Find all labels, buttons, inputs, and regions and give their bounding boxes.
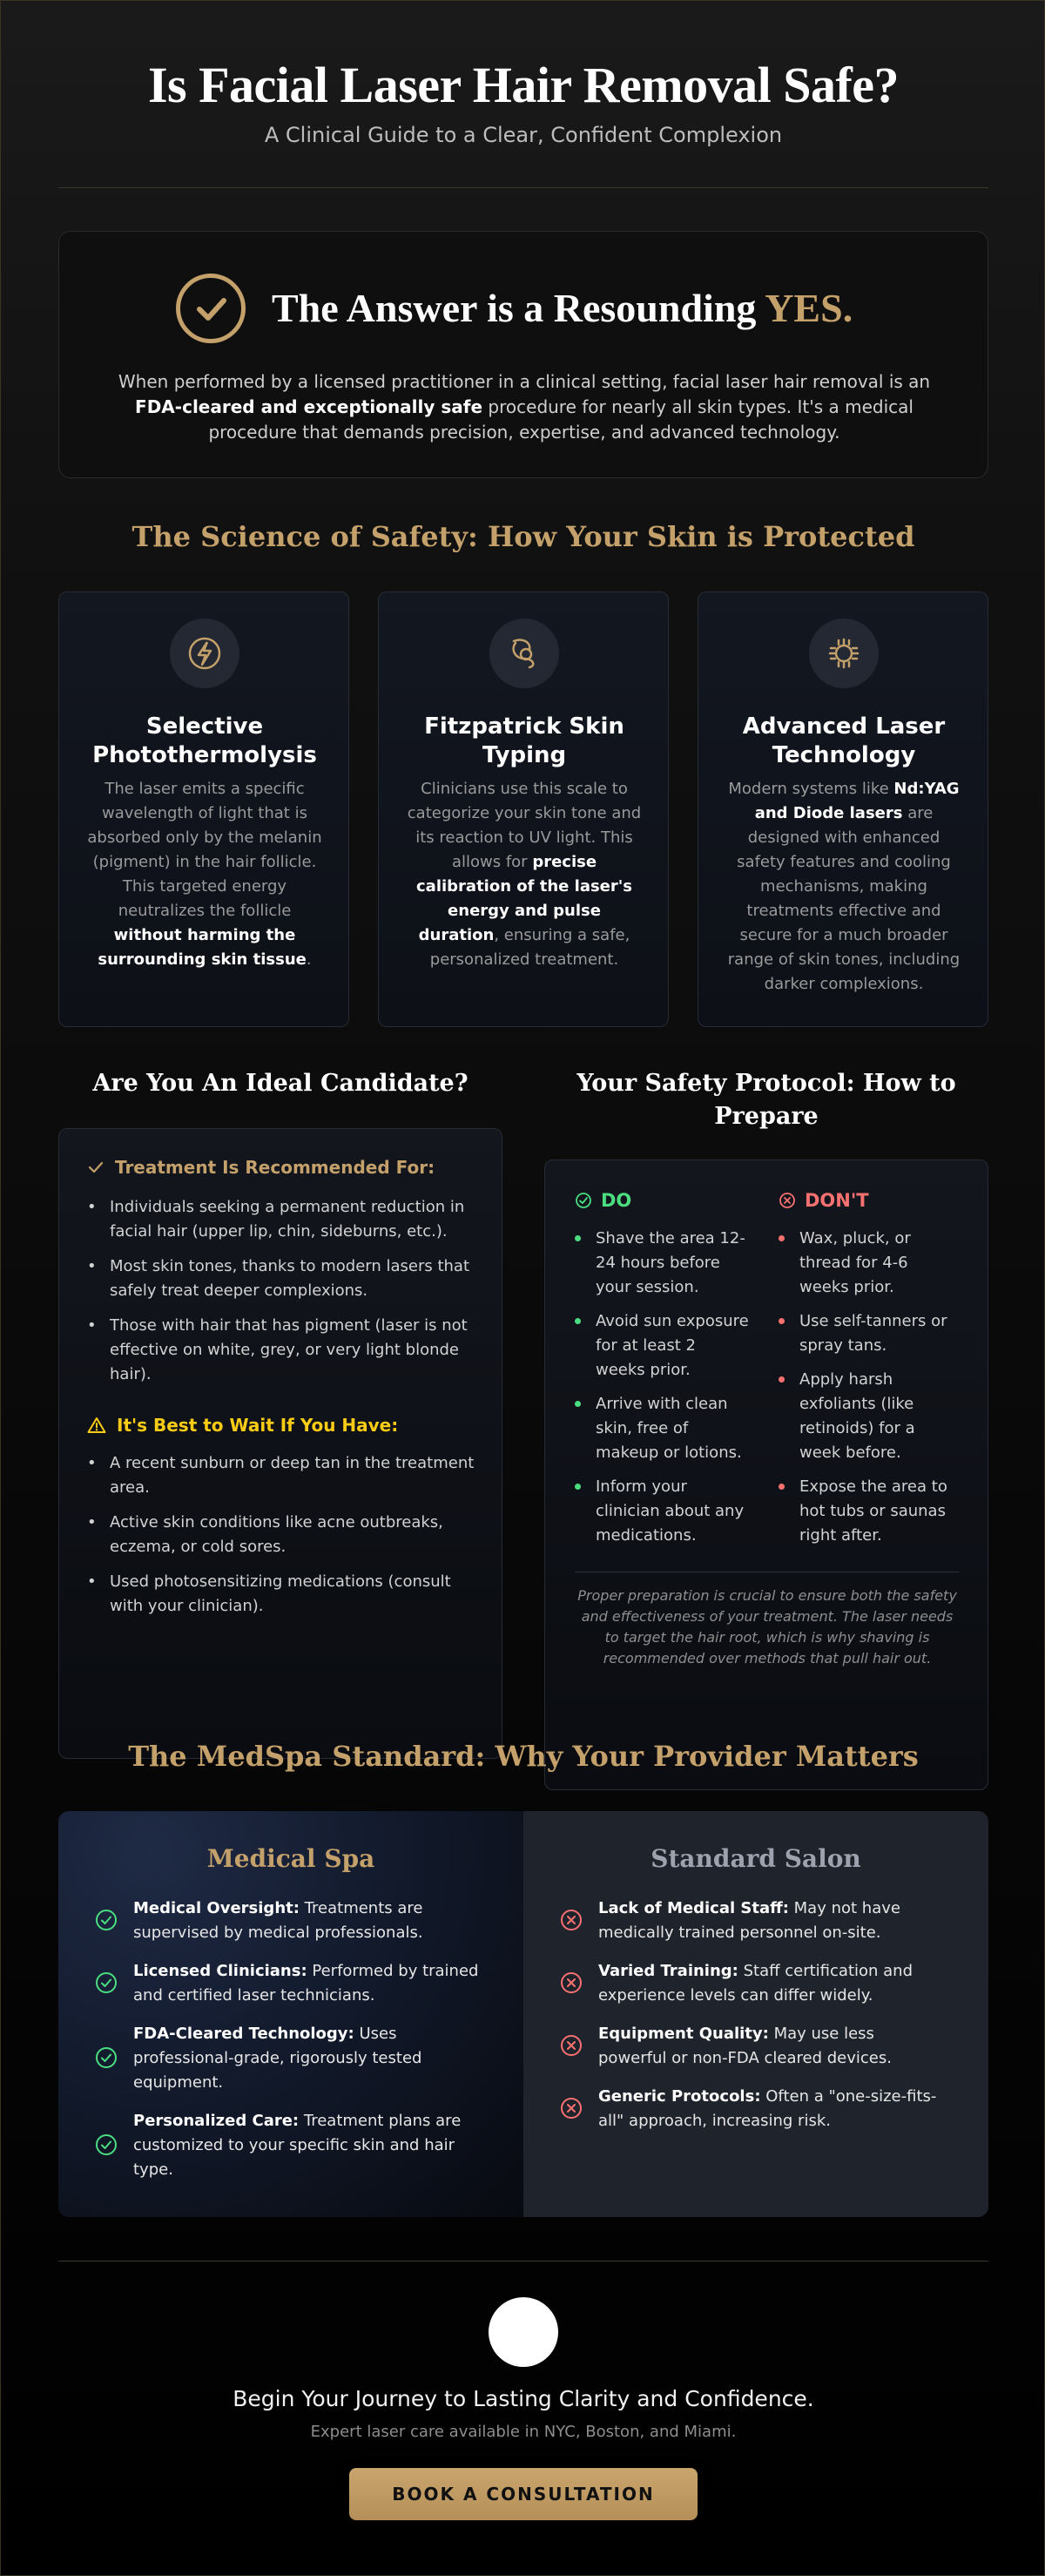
science-section-title: The Science of Safety: How Your Skin is Protected: [131, 520, 915, 553]
dont-heading: [779, 1190, 869, 1211]
science-card-text: [405, 777, 644, 972]
list-item: Shave the area 12-24 hours before your session.: [575, 1227, 749, 1300]
x-circle-icon: [779, 1192, 796, 1209]
science-card-text-bold: Nd:YAG and Diode lasers: [754, 780, 960, 822]
book-consultation-button[interactable]: BOOK A CONSULTATION: [349, 2468, 698, 2520]
medical-spa-column: [58, 1811, 523, 2217]
standard-salon-title: Standard Salon: [651, 1844, 861, 1873]
check-icon: [87, 1159, 104, 1176]
medical-spa-item: [133, 1959, 482, 2008]
x-circle-icon: [560, 1971, 583, 1994]
check-circle-icon: [95, 1971, 118, 1994]
list-item: • A recent sunburn or deep tan in the treatment area.: [87, 1451, 479, 1500]
recommended-heading-text: Treatment Is Recommended For:: [115, 1157, 435, 1178]
check-circle-icon: [176, 274, 246, 343]
answer-title-text: The Answer is a Resounding: [272, 286, 757, 330]
x-circle-icon: [560, 1909, 583, 1931]
science-card-text-part: The laser emits a specific wavelength of light that is absorbed only by the melanin (pigment) in the hair follicle. This targeted energy neutralizes the follicle: [87, 780, 322, 920]
answer-text-part: procedure for nearly all skin types. It's a medical procedure that demands precision, expertise, and advanced technology.: [208, 396, 914, 443]
science-card-text-bold: precise calibration of the laser's energy and pulse duration: [416, 853, 632, 944]
item-text: Treatment plans are customized to your specific skin and hair type.: [133, 2112, 462, 2179]
standard-salon-item: [598, 2022, 947, 2071]
item-text: Treatments are supervised by medical professionals.: [133, 1899, 423, 1942]
science-card-title: Advanced Laser Technology: [742, 713, 946, 768]
x-circle-icon: [560, 2097, 583, 2120]
page-subtitle: A Clinical Guide to a Clear, Confident Complexion: [264, 123, 783, 147]
science-card-text-part: Modern systems like: [728, 780, 889, 798]
science-card-text-bold: without harming the surrounding skin tissue: [98, 926, 307, 969]
answer-text-part: When performed by a licensed practitioner in a clinical setting, facial laser hair removal is an: [118, 371, 931, 392]
item-label: Personalized Care:: [133, 2112, 300, 2130]
warning-icon: [87, 1416, 106, 1434]
header-divider: [58, 187, 988, 188]
recommended-heading: [87, 1157, 435, 1178]
science-card-laser-technology: [698, 592, 988, 1027]
list-item: • Active skin conditions like acne outbreaks, eczema, or cold sores.: [87, 1511, 479, 1559]
answer-text: [111, 369, 937, 445]
item-text: May use less powerful or non-FDA cleared devices.: [598, 2025, 892, 2067]
list-item: • Used photosensitizing medications (consult with your clinician).: [87, 1570, 479, 1619]
medspa-section-title: The MedSpa Standard: Why Your Provider Matters: [128, 1740, 919, 1773]
item-text: Uses professional-grade, rigorously tested equipment.: [133, 2025, 422, 2092]
science-card-title: Selective Photothermolysis: [92, 713, 317, 768]
footer-subtitle: Expert laser care available in NYC, Boston, and Miami.: [310, 2423, 737, 2441]
list-item: Inform your clinician about any medications.: [575, 1475, 749, 1548]
item-label: Licensed Clinicians:: [133, 1962, 307, 1980]
protocol-box: [544, 1160, 988, 1790]
candidate-box: [58, 1128, 502, 1759]
item-label: FDA-Cleared Technology:: [133, 2025, 354, 2043]
item-text: Performed by trained and certified laser technicians.: [133, 1962, 479, 2005]
standard-salon-item: [598, 1897, 947, 1945]
wait-heading: [87, 1415, 398, 1436]
x-circle-icon: [560, 2034, 583, 2057]
answer-text-bold: FDA-cleared and exceptionally safe: [135, 396, 483, 417]
footer-divider: [58, 2261, 988, 2262]
medical-spa-item: [133, 2022, 482, 2095]
science-card-fitzpatrick: [378, 592, 669, 1027]
dont-heading-text: DON'T: [805, 1190, 869, 1211]
answer-box: [58, 231, 988, 478]
medical-spa-title: Medical Spa: [206, 1844, 375, 1873]
check-circle-icon: [95, 2046, 118, 2069]
list-item: Expose the area to hot tubs or saunas right after.: [779, 1475, 953, 1548]
candidate-title: Are You An Ideal Candidate?: [92, 1070, 469, 1097]
item-label: Medical Oversight:: [133, 1899, 300, 1917]
science-card-text-part: .: [306, 950, 312, 969]
answer-title-highlight: YES.: [765, 286, 853, 330]
wait-list: [87, 1451, 479, 1629]
dont-list: [779, 1227, 953, 1558]
logo-placeholder: [489, 2297, 558, 2367]
check-circle-icon: [95, 2133, 118, 2156]
list-item: Use self-tanners or spray tans.: [779, 1309, 953, 1358]
item-label: Equipment Quality:: [598, 2025, 769, 2043]
provider-comparison: [58, 1811, 988, 2217]
answer-title: [272, 281, 853, 336]
science-card-text: [725, 777, 963, 997]
check-circle-icon: [95, 1909, 118, 1931]
medical-spa-item: [133, 1897, 482, 1945]
list-item: Wax, pluck, or thread for 4-6 weeks prior.: [779, 1227, 953, 1300]
item-text: May not have medically trained personnel on-site.: [598, 1899, 900, 1942]
do-heading-text: DO: [601, 1190, 632, 1211]
standard-salon-item: [598, 1959, 947, 2008]
scale-icon: [489, 619, 559, 688]
item-label: Varied Training:: [598, 1962, 738, 1980]
science-card-text-part: , ensuring a safe, personalized treatment.: [429, 926, 630, 969]
list-item: • Most skin tones, thanks to modern lasers that safely treat deeper complexions.: [87, 1254, 479, 1303]
science-card-text-part: are designed with enhanced safety features and cooling mechanisms, making treatments effective and secure for a much broader range of skin tones, including darker complexions.: [727, 804, 961, 993]
list-item: Apply harsh exfoliants (like retinoids) for a week before.: [779, 1368, 953, 1465]
recommended-list: [87, 1195, 479, 1397]
science-card-text-part: Clinicians use this scale to categorize your skin tone and its reaction to UV light. This allows for: [407, 780, 642, 871]
list-item: • Individuals seeking a permanent reduction in facial hair (upper lip, chin, sideburns, etc.).: [87, 1195, 479, 1244]
protocol-note: Proper preparation is crucial to ensure both the safety and effectiveness of your treatment. The laser needs to target the hair root, which is why shaving is recommended over methods that pull hair out.: [577, 1587, 957, 1667]
lightning-icon: [170, 619, 239, 688]
footer-title: Begin Your Journey to Lasting Clarity and Confidence.: [233, 2386, 814, 2411]
check-circle-icon: [575, 1192, 592, 1209]
page-title: Is Facial Laser Hair Removal Safe?: [147, 57, 900, 113]
medical-spa-item: [133, 2109, 482, 2182]
chip-icon: [809, 619, 879, 688]
science-card-title: Fitzpatrick Skin Typing: [424, 713, 624, 768]
wait-heading-text: It's Best to Wait If You Have:: [117, 1415, 399, 1436]
item-label: Lack of Medical Staff:: [598, 1899, 789, 1917]
list-item: • Those with hair that has pigment (laser is not effective on white, grey, or very light blonde hair).: [87, 1314, 479, 1387]
item-text: Staff certification and experience levels can differ widely.: [598, 1962, 914, 2005]
standard-salon-column: [523, 1811, 988, 2217]
do-heading: [575, 1190, 631, 1211]
list-item: Arrive with clean skin, free of makeup or lotions.: [575, 1392, 749, 1465]
do-list: [575, 1227, 749, 1558]
science-card-text: [85, 777, 324, 972]
item-label: Generic Protocols:: [598, 2087, 761, 2106]
standard-salon-item: [598, 2085, 947, 2133]
protocol-title: Your Safety Protocol: How to Prepare: [576, 1070, 956, 1130]
item-text: Often a "one-size-fits-all" approach, increasing risk.: [598, 2087, 937, 2130]
science-card-photothermolysis: [58, 592, 349, 1027]
list-item: Avoid sun exposure for at least 2 weeks prior.: [575, 1309, 749, 1383]
